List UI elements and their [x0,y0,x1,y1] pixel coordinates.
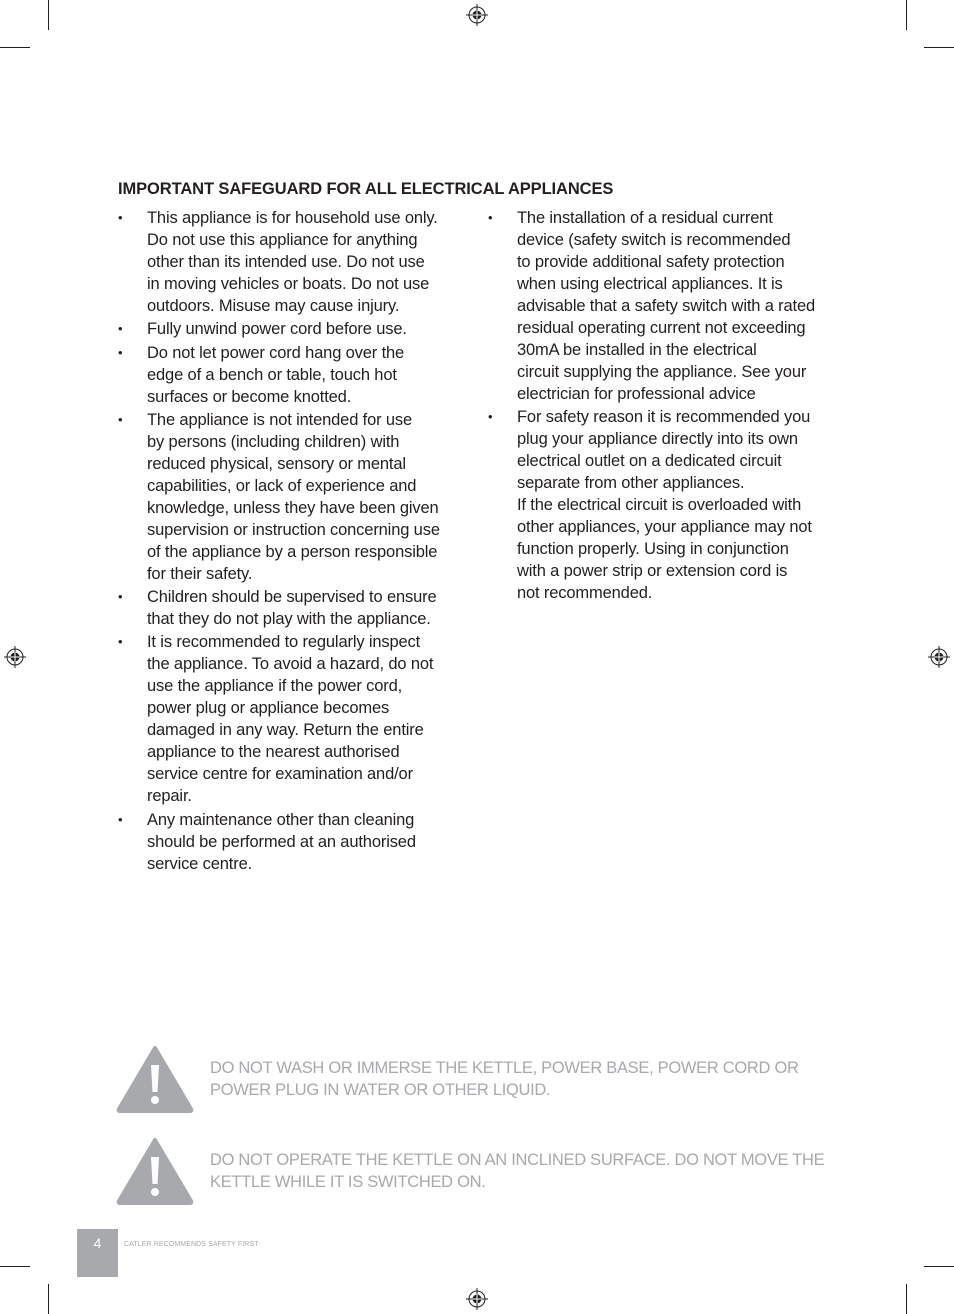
list-item [118,207,468,317]
crop-mark [906,0,907,30]
list-item-text: Do not let power cord hang over the edge of a bench or table, touch hot surfaces or become knotted. [147,343,405,406]
crop-mark [924,1266,954,1267]
section-heading: IMPORTANT SAFEGUARD FOR ALL ELECTRICAL APPLIANCES [118,180,614,198]
list-item-text: This appliance is for household use only. Do not use this appliance for anything other than its intended use. Do not use in moving vehicles or boats. Do not use outdoors. Misuse may cause injury. [147,209,438,315]
list-item [118,586,468,630]
list-item [118,409,468,585]
bullet: • [118,589,123,605]
crop-mark [924,47,954,48]
bullet: • [118,321,123,337]
warning-text: DO NOT WASH OR IMMERSE THE KETTLE, POWER BASE, POWER CORD OR POWER PLUG IN WATER OR OTHER LIQUID. [210,1059,799,1099]
list-item [118,318,468,340]
list-item [488,406,840,604]
warning-block [116,1045,876,1115]
list-item-text: Children should be supervised to ensure that they do not play with the appliance. [147,588,437,629]
warning-triangle-icon [116,1045,194,1113]
warning-block [116,1137,876,1207]
bullet: • [118,210,123,225]
page-number: 4 [93,1235,102,1251]
left-column-list [118,207,468,876]
crop-mark [48,1284,49,1314]
warning-triangle-icon [116,1137,194,1205]
crop-mark [0,47,30,48]
bullet: • [118,634,123,650]
bullet: • [488,409,493,425]
bullet: • [118,811,123,827]
page-number-box [77,1229,118,1277]
crop-mark [906,1284,907,1314]
list-item-text: It is recommended to regularly inspect the appliance. To avoid a hazard, do not use the appliance if the power cord, power plug or appliance becomes damaged in any way. Return the entire appliance to the nearest authorised service centre for examination and/or repair. [147,633,434,806]
right-column-list [488,207,840,606]
list-item-text: For safety reason it is recommended you plug your appliance directly into its own electrical outlet on a dedicated circuit separate from other appliances. If the electrical circuit is overloaded with other appliances, your appliance may not function properly. Using in conjunction with a power strip or extension cord is not recommended. [517,408,812,603]
list-item-text: The installation of a residual current device (safety switch is recommended to provide additional safety protection when using electrical appliances. It is advisable that a safety switch with a rated residual operating current not exceeding 30mA be installed in the electrical circuit supplying the appliance. See your electrician for professional advice [517,209,816,403]
footer-tagline: CATLER RECOMMENDS SAFETY FIRST [124,1241,259,1248]
list-item [118,631,468,807]
list-item [118,342,468,408]
bullet: • [118,344,123,360]
warning-text: DO NOT OPERATE THE KETTLE ON AN INCLINED SURFACE. DO NOT MOVE THE KETTLE WHILE IT IS SWITCHED ON. [210,1151,825,1191]
bullet: • [488,210,493,225]
list-item-text: The appliance is not intended for use by persons (including children) with reduced physical, sensory or mental capabilities, or lack of experience and knowledge, unless they have been given supervision or instruction concerning use of the appliance by a person responsible for their safety. [147,410,440,583]
registration-mark-icon [466,1288,488,1310]
registration-mark-icon [928,646,950,668]
list-item-text: Any maintenance other than cleaning should be performed at an authorised service centre. [147,810,416,873]
bullet: • [118,411,123,427]
registration-mark-icon [466,4,488,26]
list-item-text: Fully unwind power cord before use. [147,320,407,339]
crop-mark [0,1266,30,1267]
list-item [118,809,468,875]
crop-mark [48,0,49,30]
list-item [488,207,840,405]
registration-mark-icon [4,646,26,668]
